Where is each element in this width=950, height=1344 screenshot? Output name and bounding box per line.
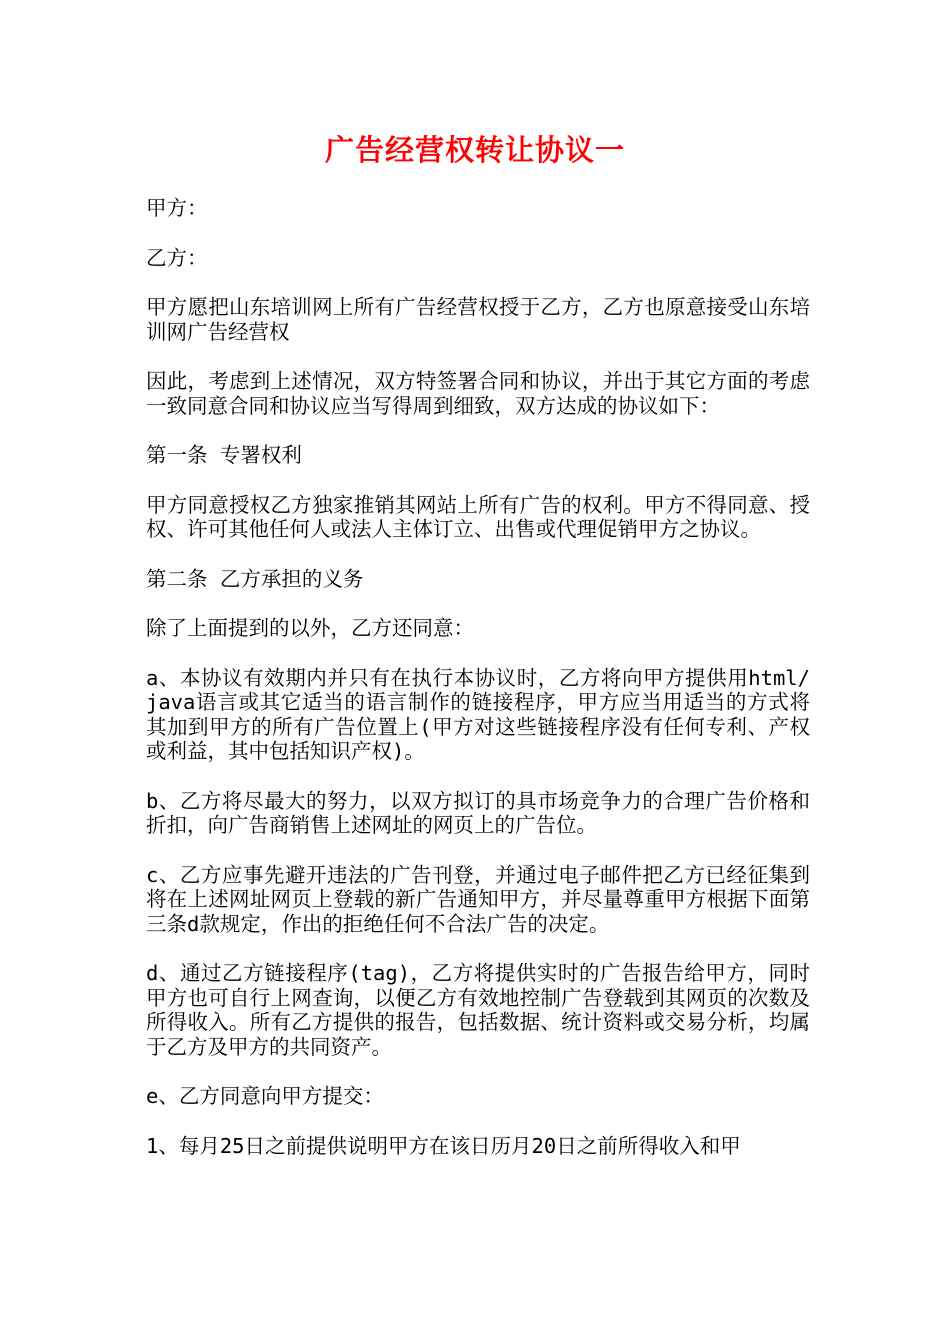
clause-c: c、乙方应事先避开违法的广告刊登，并通过电子邮件把乙方已经征集到将在上述网址网页上登载的新广告通知甲方，并尽量尊重甲方根据下面第三条d款规定，作出的拒绝任何不合法广告的决定。 bbox=[146, 862, 810, 936]
clause-a: a、本协议有效期内并只有在执行本协议时，乙方将向甲方提供用html/ java语言或其它适当的语言制作的链接程序，甲方应当用适当的方式将其加到甲方的所有广告位置上(甲方对这些链接程序没有任何专利、产权或利益，其中包括知识产权)。 bbox=[146, 665, 810, 763]
article-1-text: 甲方同意授权乙方独家推销其网站上所有广告的权利。甲方不得同意、授权、许可其他任何人或法人主体订立、出售或代理促销甲方之协议。 bbox=[146, 492, 810, 541]
document-title: 广告经营权转让协议一 bbox=[324, 133, 625, 167]
article-2-heading: 第二条 乙方承担的义务 bbox=[146, 566, 364, 591]
clause-e: e、乙方同意向甲方提交： bbox=[146, 1084, 384, 1108]
document-body bbox=[146, 196, 810, 1183]
clause-b: b、乙方将尽最大的努力，以双方拟订的具市场竞争力的合理广告价格和折扣，向广告商销售上述网址的网页上的广告位。 bbox=[146, 788, 810, 837]
article-2-intro: 除了上面提到的以外，乙方还同意： bbox=[146, 616, 474, 640]
paragraph-intro: 甲方愿把山东培训网上所有广告经营权授于乙方，乙方也原意接受山东培训网广告经营权 bbox=[146, 295, 810, 344]
article-1-heading: 第一条 专署权利 bbox=[146, 443, 302, 467]
paragraph-party-a: 甲方： bbox=[146, 196, 208, 220]
clause-e-item-1: 1、每月25日之前提供说明甲方在该日历月20日之前所得收入和甲 bbox=[146, 1133, 741, 1158]
clause-d: d、通过乙方链接程序(tag)，乙方将提供实时的广告报告给甲方，同时甲方也可自行上网查询，以便乙方有效地控制广告登载到其网页的次数及所得收入。所有乙方提供的报告，包括数据、统计资料或交易分析，均属于乙方及甲方的共同资产。 bbox=[146, 961, 810, 1059]
paragraph-party-b: 乙方： bbox=[146, 245, 208, 270]
paragraph-considerations: 因此，考虑到上述情况，双方特签署合同和协议，并出于其它方面的考虑一致同意合同和协议应当写得周到细致，双方达成的协议如下： bbox=[146, 369, 810, 418]
